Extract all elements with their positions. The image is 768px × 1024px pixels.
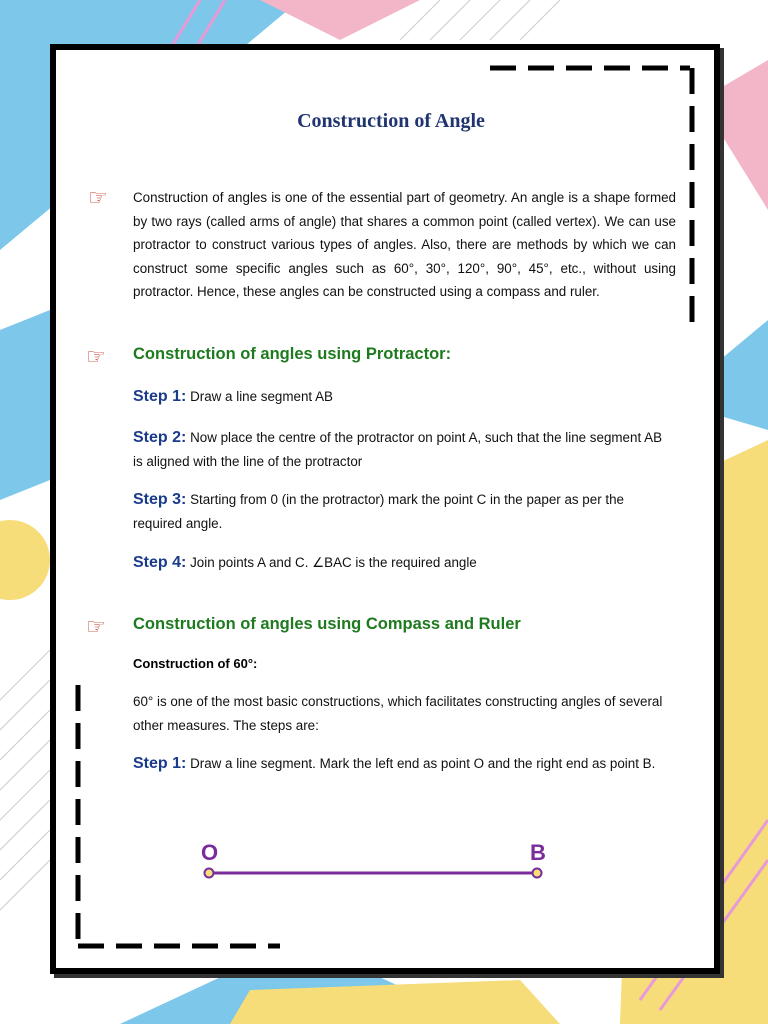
pointing-hand-icon: ☞ — [86, 344, 106, 369]
step-item — [133, 551, 673, 575]
step-item — [133, 488, 673, 536]
section-heading-protractor: Construction of angles using Protractor: — [133, 345, 452, 363]
compass-intro: 60° is one of the most basic constructions, which facilitates constructing angles of several other measures. The steps are: — [133, 694, 663, 733]
point-label-b: B — [530, 840, 546, 865]
point-label-o: O — [201, 840, 219, 865]
step-text: Now place the centre of the protractor on point A, such that the line segment AB is aligned with the line of the protractor — [133, 430, 663, 469]
step-text: Starting from 0 (in the protractor) mark the point C in the paper as per the required angle. — [133, 492, 624, 531]
page-title: Construction of Angle — [297, 110, 485, 132]
section-heading-compass: Construction of angles using Compass and Ruler — [133, 615, 521, 633]
step-item — [133, 426, 673, 474]
step-label: Step 4: — [133, 554, 187, 571]
step-label: Step 3: — [133, 491, 187, 508]
step-label: Step 1: — [133, 755, 187, 772]
subheading: Construction of 60°: — [133, 656, 258, 671]
step-item — [133, 752, 673, 776]
step-label: Step 1: — [133, 388, 187, 405]
step-text: Draw a line segment. Mark the left end as point O and the right end as point B. — [190, 756, 656, 771]
step-item — [133, 385, 673, 409]
step-label: Step 2: — [133, 429, 187, 446]
intro-paragraph: Construction of angles is one of the essential part of geometry. An angle is a shape formed by two rays (called arms of angle) that shares a common point (called vertex). We can use protractor to construct various types of angles. Also, there are methods by which we can construct some specific angles such as 60°, 30°, 120°, 90°, 45°, etc., without using protractor. Hence, these angles can be constructed using a compass and ruler. — [133, 190, 676, 299]
step-text: Draw a line segment AB — [190, 389, 333, 404]
pointing-hand-icon: ☞ — [88, 185, 108, 210]
step-text: Join points A and C. ∠BAC is the required angle — [190, 555, 477, 570]
pointing-hand-icon: ☞ — [86, 614, 106, 639]
